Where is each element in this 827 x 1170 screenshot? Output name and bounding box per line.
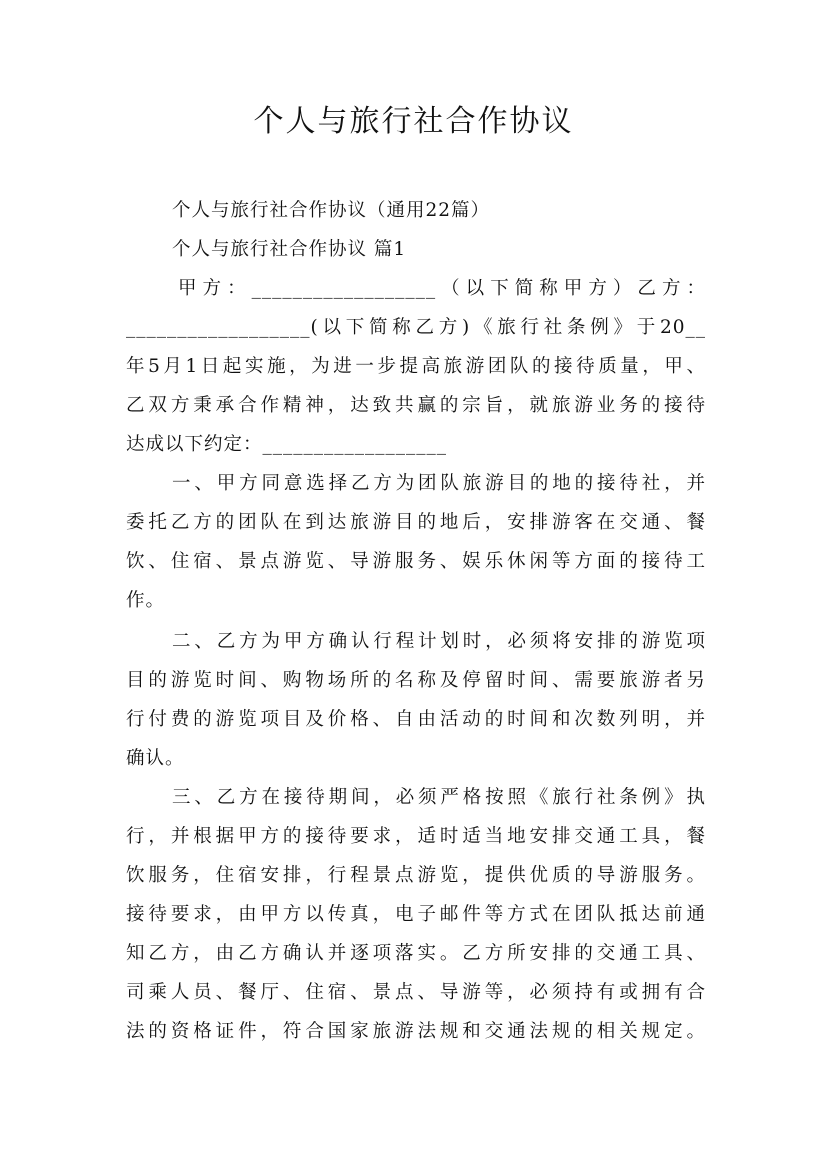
paragraph-line: 法的资格证件，符合国家旅游法规和交通法规的相关规定。 bbox=[126, 1021, 706, 1042]
paragraph-line: 一、甲方同意选择乙方为团队旅游目的地的接待社，并 bbox=[172, 473, 706, 494]
paragraph-line: 知乙方，由乙方确认并逐项落实。乙方所安排的交通工具、 bbox=[126, 943, 706, 964]
paragraph-line: 甲方：__________________（以下简称甲方）乙方： bbox=[178, 278, 706, 299]
paragraph-line: 达成以下约定：__________________ bbox=[126, 434, 448, 455]
section-heading: 个人与旅行社合作协议 篇1 bbox=[172, 239, 407, 260]
paragraph-line: 三、乙方在接待期间，必须严格按照《旅行社条例》执 bbox=[172, 787, 706, 808]
paragraph-line: 乙双方秉承合作精神，达致共赢的宗旨，就旅游业务的接待 bbox=[126, 395, 706, 416]
paragraph-line: 行，并根据甲方的接待要求，适时适当地安排交通工具，餐 bbox=[126, 826, 706, 847]
paragraph-line: 作。 bbox=[126, 590, 166, 611]
paragraph-line: 饮服务，住宿安排，行程景点游览，提供优质的导游服务。 bbox=[126, 865, 706, 886]
paragraph-line: 接待要求，由甲方以传真，电子邮件等方式在团队抵达前通 bbox=[126, 904, 706, 925]
paragraph-line: 行付费的游览项目及价格、自由活动的时间和次数列明，并 bbox=[126, 709, 706, 730]
paragraph-line: __________________(以下简称乙方)《旅行社条例》于20__ bbox=[126, 317, 706, 338]
paragraph-line: 委托乙方的团队在到达旅游目的地后，安排游客在交通、餐 bbox=[126, 512, 706, 533]
document-subtitle: 个人与旅行社合作协议（通用22篇） bbox=[172, 200, 491, 221]
paragraph-line: 确认。 bbox=[126, 748, 185, 769]
paragraph-line: 目的游览时间、购物场所的名称及停留时间、需要旅游者另 bbox=[126, 670, 706, 691]
paragraph-line: 年5月1日起实施，为进一步提高旅游团队的接待质量，甲、 bbox=[126, 356, 706, 377]
paragraph-line: 饮、住宿、景点游览、导游服务、娱乐休闲等方面的接待工 bbox=[126, 551, 706, 572]
paragraph-line: 司乘人员、餐厅、住宿、景点、导游等，必须持有或拥有合 bbox=[126, 982, 706, 1003]
document-title: 个人与旅行社合作协议 bbox=[253, 104, 574, 139]
paragraph-line: 二、乙方为甲方确认行程计划时，必须将安排的游览项 bbox=[172, 631, 706, 652]
